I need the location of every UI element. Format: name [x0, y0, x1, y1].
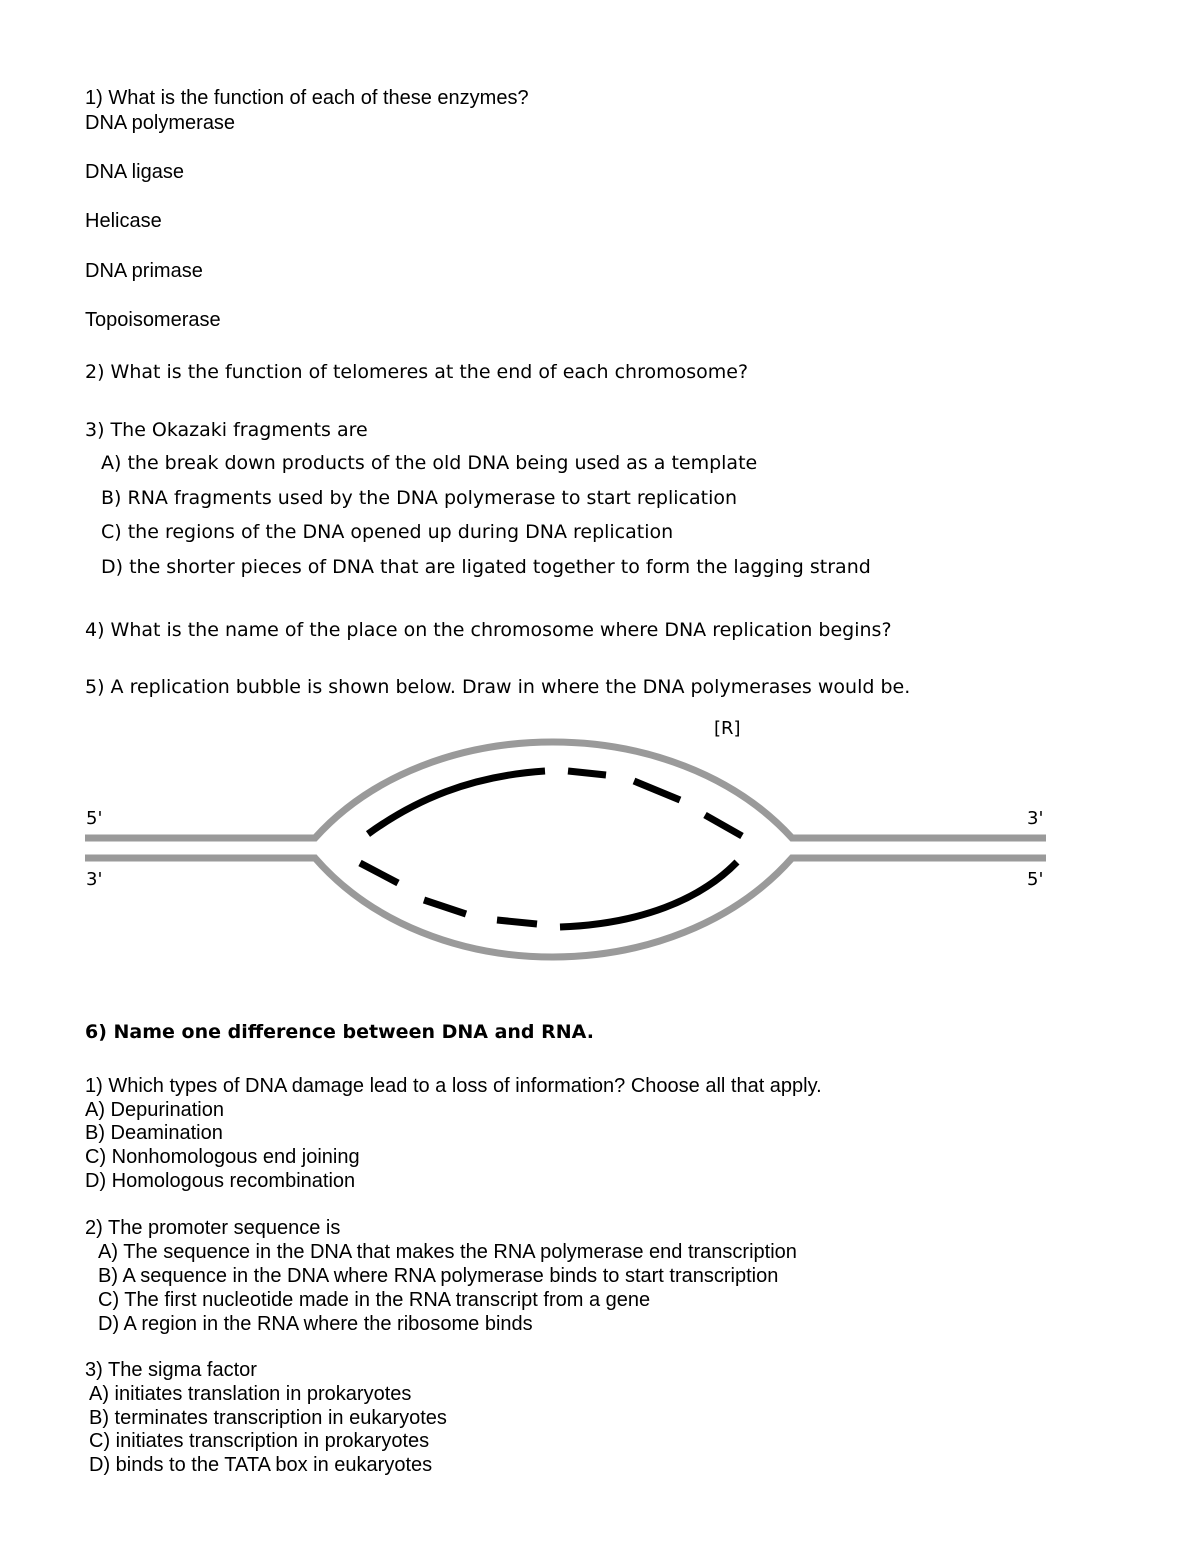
lagging-fragment-bottom-2 [424, 900, 466, 914]
damage-option-a: A) Depurination [85, 1099, 224, 1121]
question-3-okazaki: 3) The Okazaki fragments are [85, 419, 368, 441]
template-strand-top [85, 742, 1046, 838]
okazaki-option-d: D) the shorter pieces of DNA that are ligated together to form the lagging strand [101, 556, 871, 578]
label-left-top-5prime: 5' [86, 808, 103, 829]
question-6-dna-rna: 6) Name one difference between DNA and RNA. [85, 1021, 594, 1043]
sigma-option-d: D) binds to the TATA box in eukaryotes [89, 1454, 433, 1476]
question-5-bubble: 5) A replication bubble is shown below. Draw in where the DNA polymerases would be. [85, 676, 911, 698]
okazaki-option-c: C) the regions of the DNA opened up during DNA replication [101, 521, 674, 543]
sigma-option-a: A) initiates translation in prokaryotes [89, 1383, 412, 1405]
enzyme-topoisomerase: Topoisomerase [85, 309, 221, 331]
promoter-option-b: B) A sequence in the DNA where RNA polymerase binds to start transcription [98, 1265, 779, 1287]
okazaki-option-a: A) the break down products of the old DNA being used as a template [101, 452, 758, 474]
lagging-fragment-top-2 [634, 781, 680, 800]
promoter-option-c: C) The first nucleotide made in the RNA transcript from a gene [98, 1289, 651, 1311]
diagram-label-r: [R] [714, 718, 741, 739]
enzyme-helicase: Helicase [85, 210, 162, 232]
part2-question-1-damage: 1) Which types of DNA damage lead to a loss of information? Choose all that apply. [85, 1075, 822, 1097]
lagging-fragment-top-3 [705, 815, 742, 836]
sigma-option-c: C) initiates transcription in prokaryotes [89, 1430, 430, 1452]
enzyme-dna-primase: DNA primase [85, 260, 203, 282]
damage-option-b: B) Deamination [85, 1122, 223, 1144]
question-4-origin: 4) What is the name of the place on the chromosome where DNA replication begins? [85, 619, 892, 641]
label-left-bottom-3prime: 3' [86, 869, 103, 890]
damage-option-d: D) Homologous recombination [85, 1170, 356, 1192]
enzyme-dna-ligase: DNA ligase [85, 161, 184, 183]
okazaki-option-b: B) RNA fragments used by the DNA polymerase to start replication [101, 487, 738, 509]
lagging-fragment-top-1 [568, 771, 606, 775]
new-strands [360, 771, 742, 927]
promoter-option-a: A) The sequence in the DNA that makes the RNA polymerase end transcription [98, 1241, 797, 1263]
label-right-top-3prime: 3' [1027, 808, 1044, 829]
damage-option-c: C) Nonhomologous end joining [85, 1146, 360, 1168]
part2-question-2-promoter: 2) The promoter sequence is [85, 1217, 341, 1239]
enzyme-dna-polymerase: DNA polymerase [85, 112, 236, 134]
lagging-fragment-bottom-1 [360, 863, 398, 883]
template-strand-bottom [85, 858, 1046, 957]
sigma-option-b: B) terminates transcription in eukaryotes [89, 1407, 447, 1429]
promoter-option-d: D) A region in the RNA where the ribosome binds [98, 1313, 533, 1335]
lagging-fragment-bottom-3 [497, 920, 537, 924]
question-1-enzymes: 1) What is the function of each of these enzymes? [85, 87, 529, 109]
part2-question-3-sigma: 3) The sigma factor [85, 1359, 257, 1381]
label-right-bottom-5prime: 5' [1027, 869, 1044, 890]
question-2-telomeres: 2) What is the function of telomeres at the end of each chromosome? [85, 361, 749, 383]
